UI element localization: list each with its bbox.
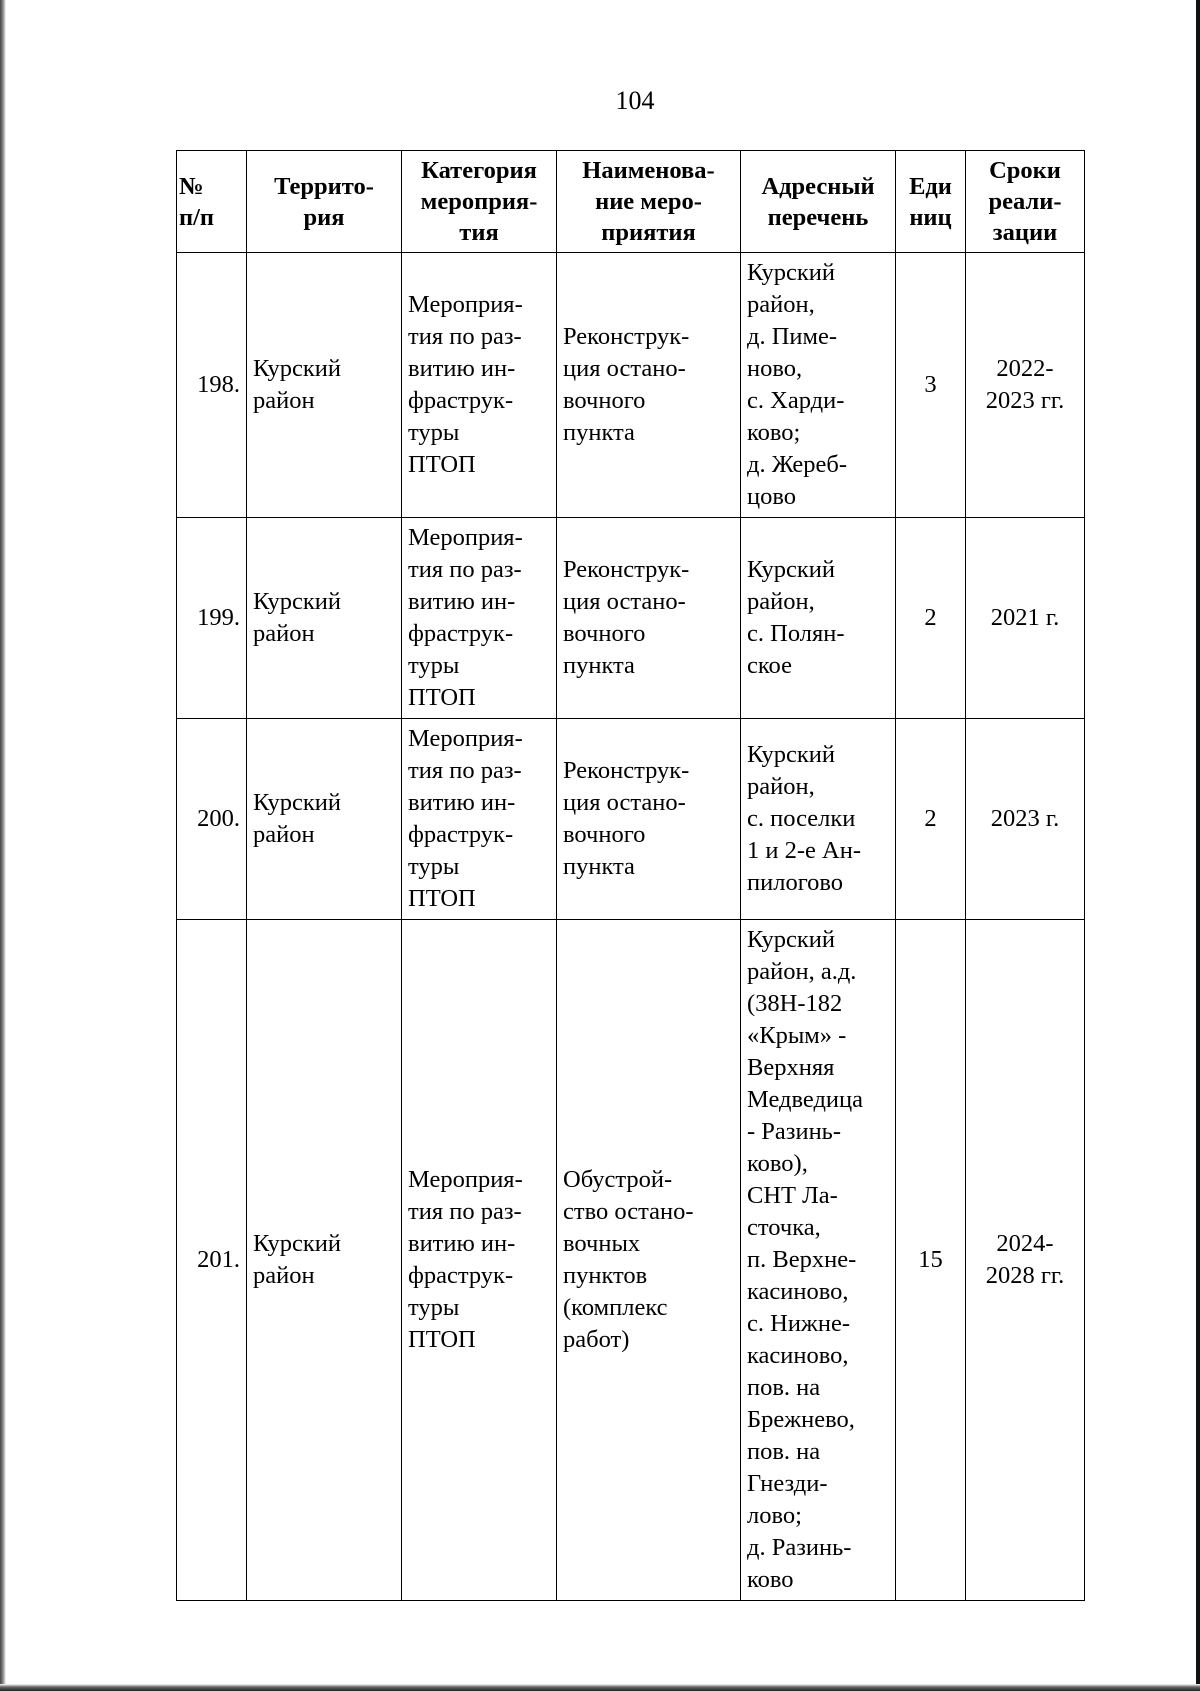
row-territory: Курский район (247, 518, 402, 719)
row-units: 2 (896, 518, 966, 719)
row-category: Мероприя- тия по раз- витию ин- фраструк- туры ПТОП (402, 253, 557, 518)
row-name: Реконструк- ция остано- вочного пункта (557, 518, 741, 719)
row-address: Курский район, д. Пиме- ново, с. Харди- ково; д. Жереб- цово (741, 253, 896, 518)
row-territory: Курский район (247, 253, 402, 518)
row-number: 198. (177, 253, 247, 518)
row-units: 3 (896, 253, 966, 518)
row-category: Мероприя- тия по раз- витию ин- фраструк- туры ПТОП (402, 719, 557, 920)
activities-table (176, 150, 1085, 1601)
row-period: 2021 г. (966, 518, 1085, 719)
row-units: 2 (896, 719, 966, 920)
scan-edge-right (1196, 0, 1200, 1691)
header-number: № п/п (177, 151, 247, 253)
table-row (177, 518, 1085, 719)
row-address: Курский район, а.д. (38Н-182 «Крым» - Верхняя Медведица - Разинь- ково), СНТ Ла- сточка, п. Верхне- касиново, с. Нижне- касиново, пов. на Брежнево, пов. на Гнезди- лово; д. Разинь- ково (741, 920, 896, 1601)
header-row (177, 151, 1085, 253)
row-units: 15 (896, 920, 966, 1601)
table-row (177, 253, 1085, 518)
row-number: 200. (177, 719, 247, 920)
row-name: Обустрой- ство остано- вочных пунктов (комплекс работ) (557, 920, 741, 1601)
row-period: 2024- 2028 гг. (966, 920, 1085, 1601)
header-territory: Террито- рия (247, 151, 402, 253)
scan-edge-bottom (0, 1684, 1200, 1691)
row-period: 2022- 2023 гг. (966, 253, 1085, 518)
row-territory: Курский район (247, 719, 402, 920)
row-address: Курский район, с. поселки 1 и 2-е Ан- пилогово (741, 719, 896, 920)
row-address: Курский район, с. Полян- ское (741, 518, 896, 719)
header-category: Категория мероприя- тия (402, 151, 557, 253)
row-category: Мероприя- тия по раз- витию ин- фраструк- туры ПТОП (402, 920, 557, 1601)
row-number: 199. (177, 518, 247, 719)
header-address: Адресный перечень (741, 151, 896, 253)
row-period: 2023 г. (966, 719, 1085, 920)
scan-edge-left (0, 0, 6, 1691)
row-name: Реконструк- ция остано- вочного пункта (557, 719, 741, 920)
table-row (177, 920, 1085, 1601)
header-units: Еди ниц (896, 151, 966, 253)
row-category: Мероприя- тия по раз- витию ин- фраструк- туры ПТОП (402, 518, 557, 719)
page-number: 104 (615, 86, 655, 115)
row-territory: Курский район (247, 920, 402, 1601)
row-name: Реконструк- ция остано- вочного пункта (557, 253, 741, 518)
row-number: 201. (177, 920, 247, 1601)
header-name: Наименова- ние меро- приятия (557, 151, 741, 253)
table-row (177, 719, 1085, 920)
header-period: Сроки реали- зации (966, 151, 1085, 253)
